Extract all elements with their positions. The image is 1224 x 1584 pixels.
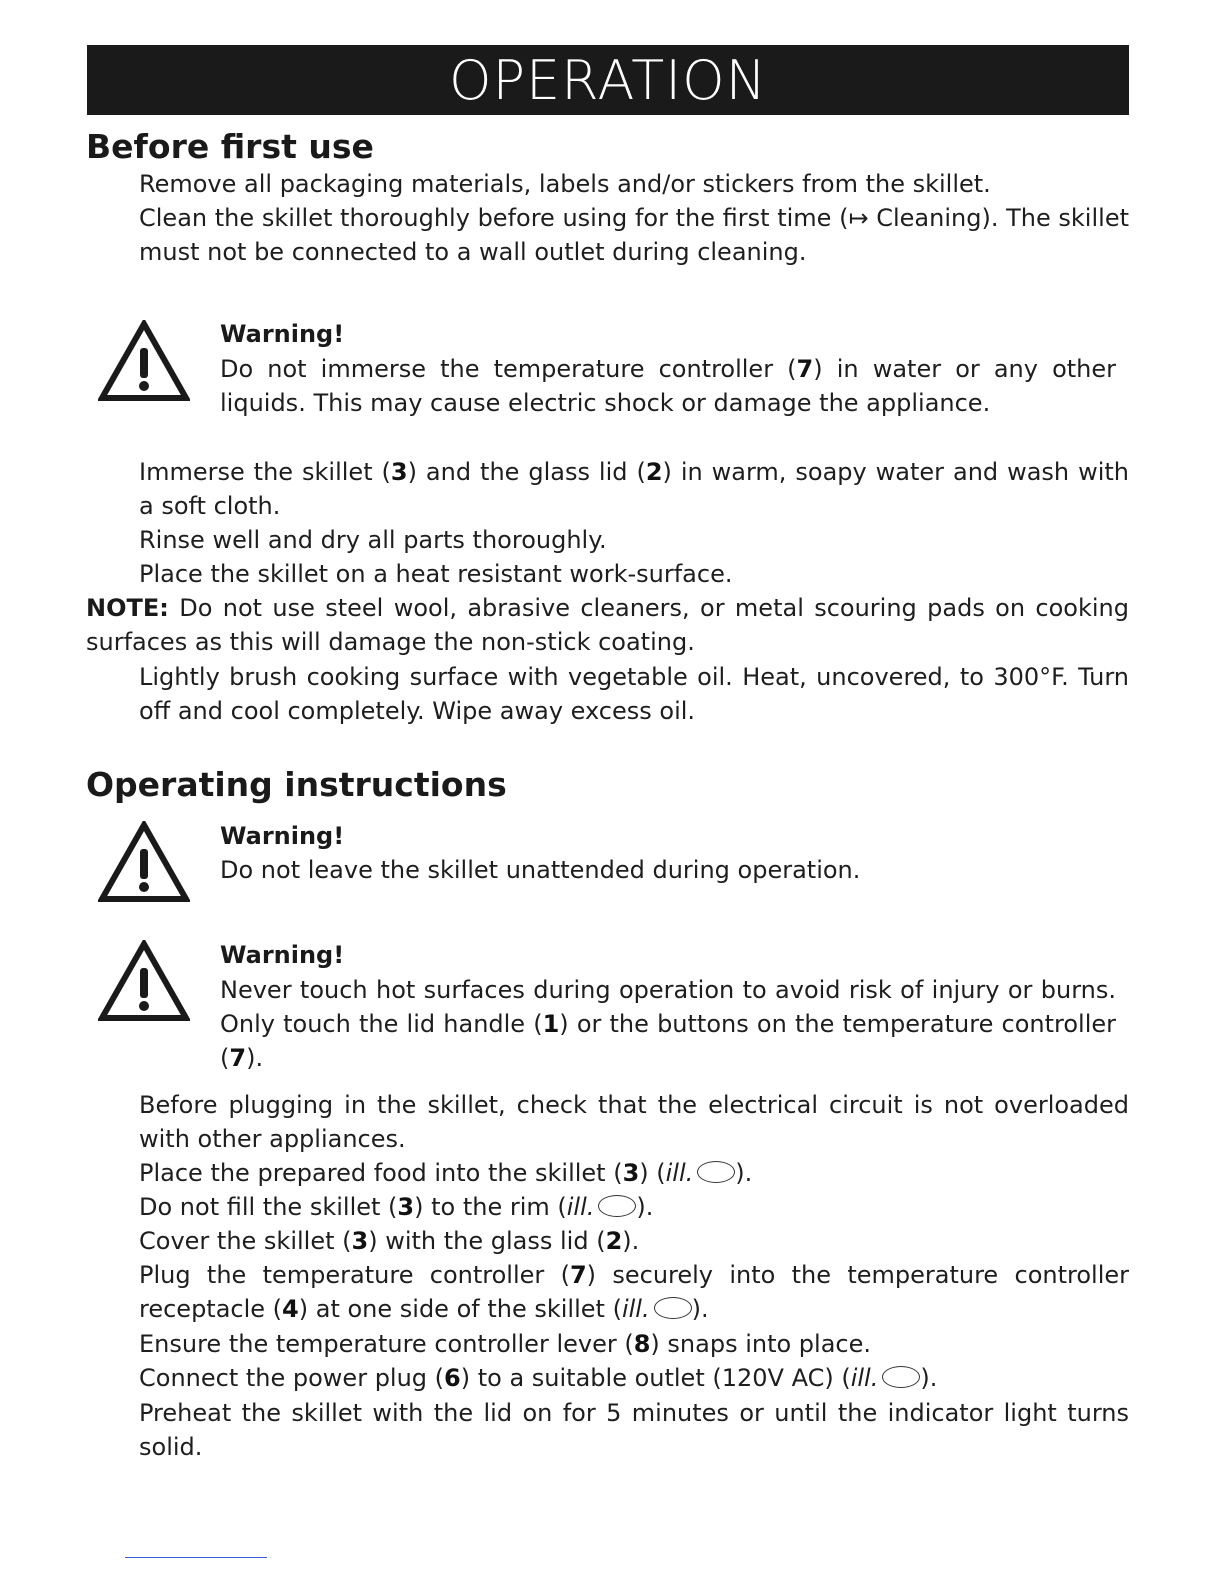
section-banner: OPERATION [87, 45, 1129, 115]
step-fill-rim: Do not fill the skillet (3) to the rim (ill. ). [139, 1193, 654, 1221]
illustration-ref-icon [882, 1366, 920, 1388]
step-lever-snaps: Ensure the temperature controller lever (8) snaps into place. [139, 1330, 872, 1358]
heading-before-first-use: Before first use [86, 127, 374, 166]
paragraph-immerse-skillet: Immerse the skillet (3) and the glass lid (2) in warm, soapy water and wash with a soft cloth. [139, 458, 1129, 520]
note-paragraph: NOTE: Do not use steel wool, abrasive cleaners, or metal scouring pads on cooking surfaces as this will damage the non-stick coating. [86, 594, 1129, 656]
illustration-ref-icon [654, 1297, 692, 1319]
paragraph-wall-outlet: must not be connected to a wall outlet during cleaning. [139, 238, 807, 266]
warning-title: Warning! [220, 822, 345, 850]
paragraph-place-skillet: Place the skillet on a heat resistant work-surface. [139, 560, 733, 588]
paragraph-brush-oil: Lightly brush cooking surface with vegetable oil. Heat, uncovered, to 300°F. Turn off and cool completely. Wipe away excess oil. [139, 663, 1129, 725]
step-check-circuit: Before plugging in the skillet, check that the electrical circuit is not overloaded with other appliances. [139, 1091, 1129, 1153]
step-plug-controller: Plug the temperature controller (7) securely into the temperature controller receptacle (4) at one side of the skillet (ill. ). [139, 1261, 1129, 1323]
footer-divider [125, 1557, 267, 1558]
warning-text-unattended: Do not leave the skillet unattended during operation. [220, 856, 861, 884]
step-place-food: Place the prepared food into the skillet (3) (ill. ). [139, 1159, 753, 1187]
warning-text-immerse-controller: Do not immerse the temperature controller (7) in water or any other liquids. This may cause electric shock or damage the appliance. [220, 355, 1117, 417]
step-preheat: Preheat the skillet with the lid on for 5 minutes or until the indicator light turns solid. [139, 1399, 1129, 1461]
step-cover-lid: Cover the skillet (3) with the glass lid (2). [139, 1227, 640, 1255]
warning-text-hot-surfaces: Never touch hot surfaces during operation to avoid risk of injury or burns. Only touch the lid handle (1) or the buttons on the temperature controller (7). [220, 976, 1116, 1072]
paragraph-rinse: Rinse well and dry all parts thoroughly. [139, 526, 607, 554]
step-connect-plug: Connect the power plug (6) to a suitable outlet (120V AC) (ill. ). [139, 1364, 938, 1392]
heading-operating-instructions: Operating instructions [86, 765, 507, 804]
paragraph-remove-packaging: Remove all packaging materials, labels and/or stickers from the skillet. [139, 170, 991, 198]
illustration-ref-icon [598, 1195, 636, 1217]
note-label: NOTE: [86, 594, 169, 622]
warning-icon [98, 940, 190, 1022]
warning-title: Warning! [220, 941, 345, 969]
arrow-icon: ↦ [848, 204, 869, 232]
warning-title: Warning! [220, 320, 345, 348]
warning-icon [98, 320, 190, 402]
paragraph-clean-skillet: Clean the skillet thoroughly before using for the first time (↦ Cleaning). The skillet [139, 204, 1129, 232]
illustration-ref-icon [697, 1161, 735, 1183]
warning-icon [98, 821, 190, 903]
